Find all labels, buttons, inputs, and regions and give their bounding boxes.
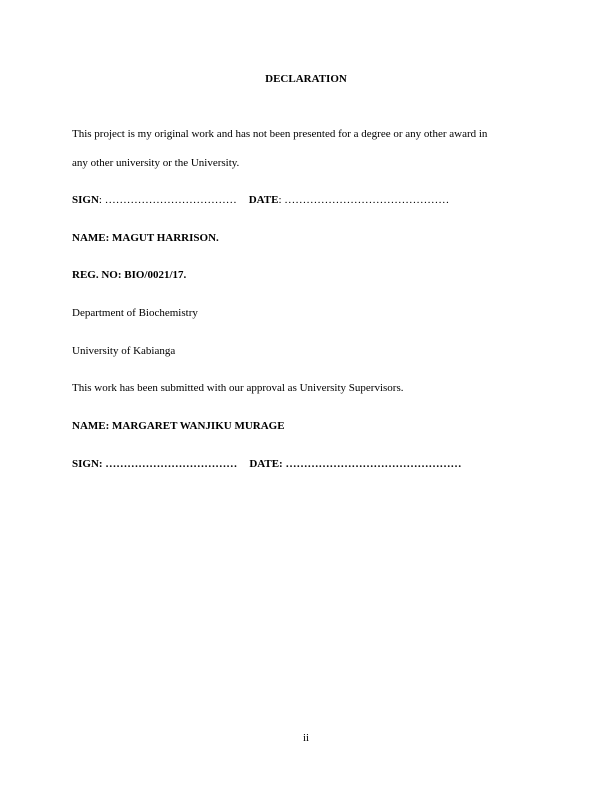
declaration-statement-line-2: any other university or the University. xyxy=(72,157,240,169)
supervisor-sign-text: SIGN: ……………………………… xyxy=(72,458,238,470)
student-sign-label: SIGN xyxy=(72,194,99,206)
supervisor-name-label: NAME xyxy=(72,420,106,432)
student-name: NAME: MAGUT HARRISON. xyxy=(72,232,219,244)
student-date-dots: : ……………………………………… xyxy=(278,194,450,206)
student-date-label: DATE xyxy=(248,194,279,206)
approval-statement: This work has been submitted with our approval as University Supervisors. xyxy=(72,382,404,394)
page-number: ii xyxy=(302,732,310,744)
declaration-statement-line-1: This project is my original work and has not been presented for a degree or any other award in xyxy=(72,128,488,140)
student-signature-line xyxy=(72,193,449,207)
supervisor-name-value: : MARGARET WANJIKU MURAGE xyxy=(105,420,285,432)
university-name: University of Kabianga xyxy=(72,345,176,357)
page-title: DECLARATION xyxy=(265,73,347,85)
registration-number: REG. NO: BIO/0021/17. xyxy=(72,269,187,281)
department-name: Department of Biochemistry xyxy=(72,307,198,319)
supervisor-signature-line xyxy=(72,457,461,471)
student-sign-dots: : ……………………………… xyxy=(98,194,237,206)
supervisor-name-line xyxy=(72,419,285,433)
supervisor-date-text: DATE: ………………………………………… xyxy=(249,458,462,470)
